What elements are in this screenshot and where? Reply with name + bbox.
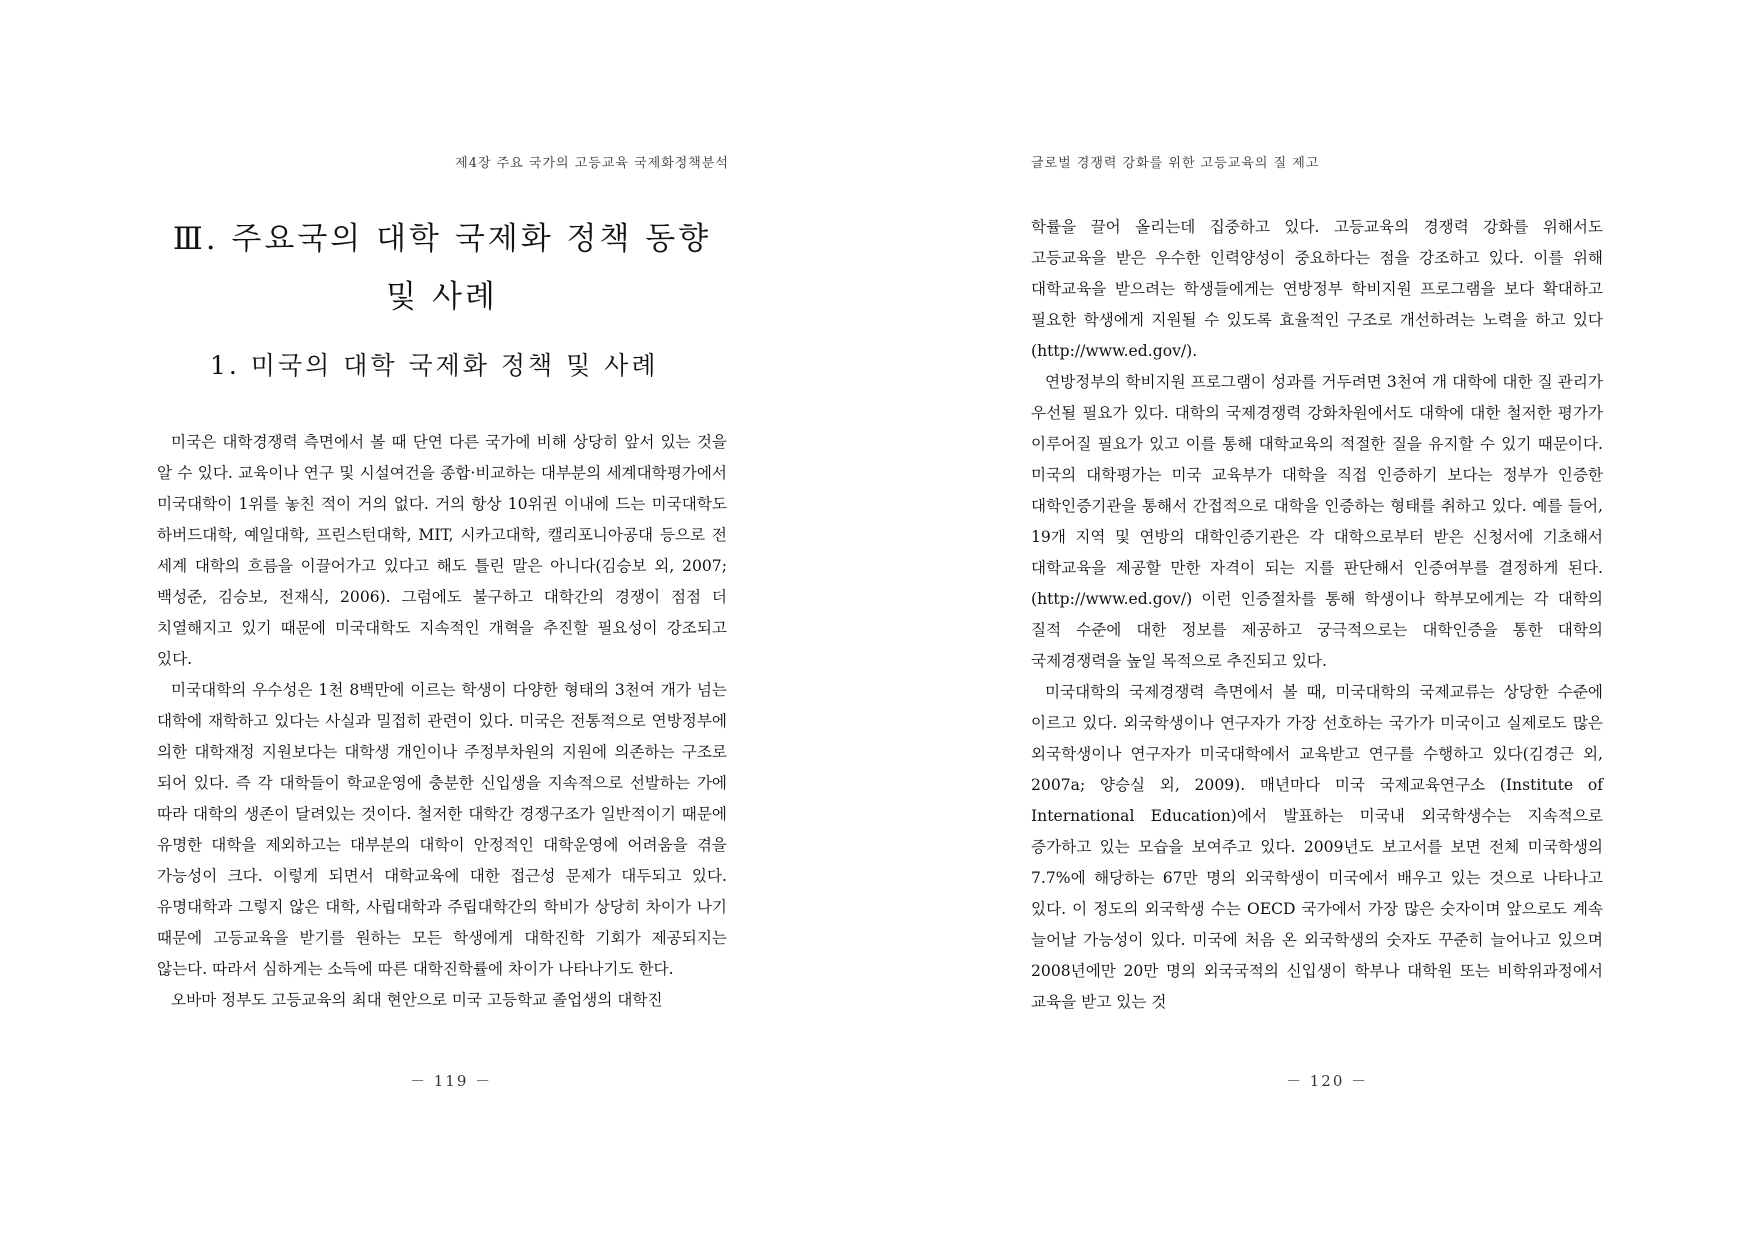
running-header: 글로벌 경쟁력 강화를 위한 고등교육의 질 제고	[1031, 156, 1320, 171]
chapter-title: Ⅲ. 주요국의 대학 국제화 정책 동향 및 사례	[172, 221, 712, 315]
page-number: － 120 －	[1286, 1072, 1369, 1090]
section-title: 1. 미국의 대학 국제화 정책 및 사례	[210, 351, 659, 380]
right-page	[876, 0, 1753, 1240]
body-text	[1031, 212, 1603, 1018]
paragraph: 미국은 대학경쟁력 측면에서 볼 때 단연 다른 국가에 비해 상당히 앞서 있는 것을 알 수 있다. 교육이나 연구 및 시설여건을 종합·비교하는 대부분의 세계대학평가에서 미국대학이 1위를 놓친 적이 거의 없다. 거의 항상 10위권 이내에 드는 미국대학도 하버드대학, 예일대학, 프린스턴대학, MIT, 시카고대학, 캘리포니아공대 등으로 전 세계 대학의 흐름을 이끌어가고 있다고 해도 틀린 말은 아니다(김승보 외, 2007; 백성준, 김승보, 전재식, 2006). 그럼에도 불구하고 대학간의 경쟁이 점점 더 치열해지고 있기 때문에 미국대학도 지속적인 개혁을 추진할 필요성이 강조되고 있다.	[157, 433, 727, 668]
paragraph: 연방정부의 학비지원 프로그램이 성과를 거두려면 3천여 개 대학에 대한 질 관리가 우선될 필요가 있다. 대학의 국제경쟁력 강화차원에서도 대학에 대한 철저한 평가가 이루어질 필요가 있고 이를 통해 대학교육의 적절한 질을 유지할 수 있기 때문이다. 미국의 대학평가는 미국 교육부가 대학을 직접 인증하기 보다는 정부가 인증한 대학인증기관을 통해서 간접적으로 대학을 인증하는 형태를 취하고 있다. 예를 들어, 19개 지역 및 연방의 대학인증기관은 각 대학으로부터 받은 신청서에 기초해서 대학교육을 제공할 만한 자격이 되는 지를 판단해서 인증여부를 결정하게 된다. (http://www.ed.gov/) 이런 인증절차를 통해 학생이나 학부모에게는 각 대학의 질적 수준에 대한 정보를 제공하고 궁극적으로는 대학인증을 통한 대학의 국제경쟁력을 높일 목적으로 추진되고 있다.	[1031, 373, 1603, 670]
page-number: － 119 －	[410, 1072, 493, 1090]
paragraph: 미국대학의 국제경쟁력 측면에서 볼 때, 미국대학의 국제교류는 상당한 수준에 이르고 있다. 외국학생이나 연구자가 가장 선호하는 국가가 미국이고 실제로도 많은 외국학생이나 연구자가 미국대학에서 교육받고 연구를 수행하고 있다(김경근 외, 2007a; 양승실 외, 2009). 매년마다 미국 국제교육연구소 (Institute of International Education)에서 발표하는 미국내 외국학생수는 지속적으로 증가하고 있는 모습을 보여주고 있다. 2009년도 보고서를 보면 전체 미국학생의 7.7%에 해당하는 67만 명의 외국학생이 미국에서 배우고 있는 것으로 나타나고 있다. 이 정도의 외국학생 수는 OECD 국가에서 가장 많은 숫자이며 앞으로도 계속 늘어날 가능성이 있다. 미국에 처음 온 외국학생의 숫자도 꾸준히 늘어나고 있으며 2008년에만 20만 명의 외국국적의 신입생이 학부나 대학원 또는 비학위과정에서 교육을 받고 있는 것	[1031, 683, 1603, 1011]
paragraph: 미국대학의 우수성은 1천 8백만에 이르는 학생이 다양한 형태의 3천여 개가 넘는 대학에 재학하고 있다는 사실과 밀접히 관련이 있다. 미국은 전통적으로 연방정부에 의한 대학재정 지원보다는 대학생 개인이나 주정부차원의 지원에 의존하는 구조로 되어 있다. 즉 각 대학들이 학교운영에 충분한 신입생을 지속적으로 선발하는 가에 따라 대학의 생존이 달려있는 것이다. 철저한 대학간 경쟁구조가 일반적이기 때문에 유명한 대학을 제외하고는 대부분의 대학이 안정적인 대학운영에 어려움을 겪을 가능성이 크다. 이렇게 되면서 대학교육에 대한 접근성 문제가 대두되고 있다. 유명대학과 그렇지 않은 대학, 사립대학과 주립대학간의 학비가 상당히 차이가 나기 때문에 고등교육을 받기를 원하는 모든 학생에게 대학진학 기회가 제공되지는 않는다. 따라서 심하게는 소득에 따른 대학진학률에 차이가 나타나기도 한다.	[157, 681, 727, 978]
running-header: 제4장 주요 국가의 고등교육 국제화정책분석	[455, 156, 729, 171]
paragraph: 학률을 끌어 올리는데 집중하고 있다. 고등교육의 경쟁력 강화를 위해서도 고등교육을 받은 우수한 인력양성이 중요하다는 점을 강조하고 있다. 이를 위해 대학교육을 받으려는 학생들에게는 연방정부 학비지원 프로그램을 보다 확대하고 필요한 학생에게 지원될 수 있도록 효율적인 구조로 개선하려는 노력을 하고 있다(http://www.ed.gov/).	[1031, 218, 1603, 360]
left-page	[0, 0, 876, 1240]
paragraph: 오바마 정부도 고등교육의 최대 현안으로 미국 고등학교 졸업생의 대학진	[171, 991, 663, 1009]
body-text	[157, 427, 727, 1016]
